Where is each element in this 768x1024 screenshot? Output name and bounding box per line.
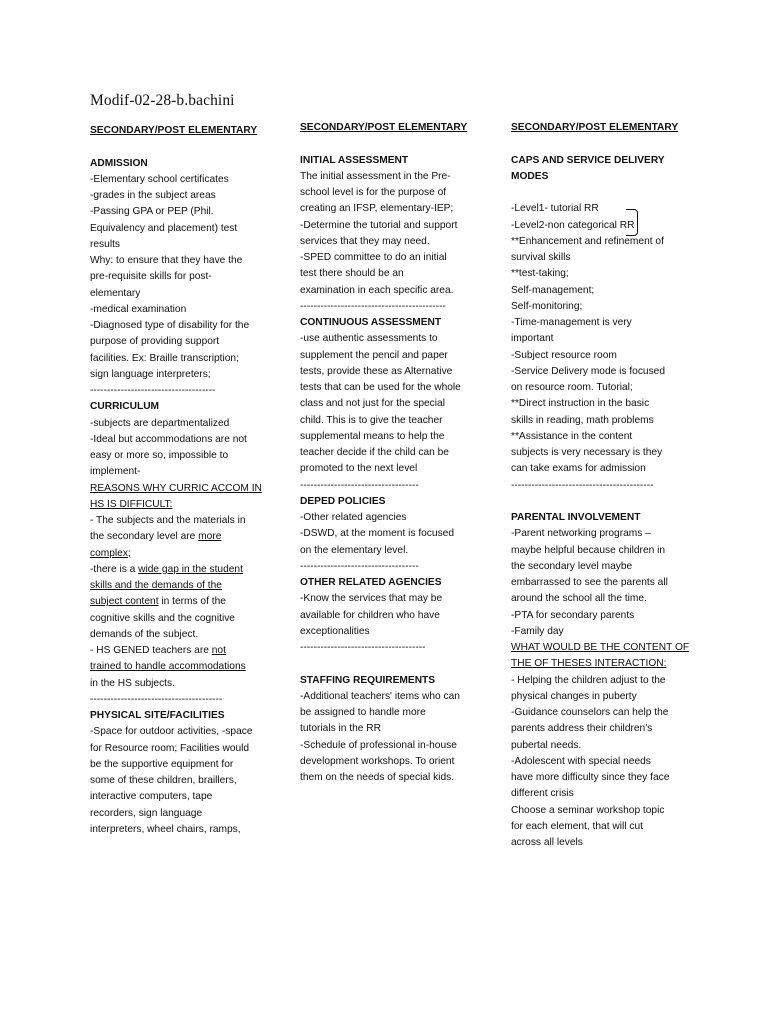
text-line: -use authentic assessments to	[300, 333, 438, 345]
text-line: -Subject resource room	[511, 349, 617, 361]
blank-line	[511, 494, 686, 510]
text-line: -------------------------------------------	[300, 300, 446, 312]
text-line: Self-management;	[511, 284, 595, 296]
text-line: interpreters, wheel chairs, ramps,	[90, 823, 241, 835]
document-title: Modif-02-28-b.bachini	[90, 92, 235, 109]
text-line: supplemental means to help the	[300, 430, 445, 442]
text-line: -Service Delivery mode is focused	[511, 365, 666, 377]
section-heading: CONTINUOUS ASSESSMENT	[300, 317, 442, 328]
text-line: -medical examination	[90, 303, 187, 315]
text-line: -subjects are departmentalized	[90, 417, 230, 429]
text-line: -------------------------------------	[300, 642, 426, 653]
blank-line	[511, 136, 686, 152]
rr-bracket	[626, 209, 638, 236]
text-line: interactive computers, tape	[90, 791, 213, 803]
text-line: -Level1- tutorial RR	[511, 203, 599, 215]
column-right	[511, 120, 690, 851]
text-line: skills in reading, math problems	[511, 414, 654, 426]
text-line: -Additional teachers' items who can	[300, 690, 460, 702]
text-line: facilities. Ex: Braille transcription;	[90, 352, 239, 364]
text-line: elementary	[90, 287, 141, 299]
text-line: - The subjects and the materials in	[90, 515, 246, 526]
text-line: exceptionalities	[300, 625, 370, 637]
text-line: available for children who have	[300, 609, 440, 621]
text-line: around the school all the time.	[511, 593, 647, 605]
text-line: for each element, that will cut	[511, 820, 643, 832]
text-line: -Space for outdoor activities, -space	[90, 726, 253, 738]
section-heading: PARENTAL INVOLVEMENT	[511, 512, 641, 523]
text-line: -Diagnosed type of disability for the	[90, 320, 250, 331]
text-line: development workshops. To orient	[300, 755, 455, 767]
text-line: WHAT WOULD BE THE CONTENT OF	[511, 642, 690, 653]
text-line: HS IS DIFFICULT:	[90, 498, 173, 510]
text-line: skills and the demands of the	[90, 580, 222, 591]
text-line: on the elementary level.	[300, 544, 409, 556]
section-heading: INITIAL ASSESSMENT	[300, 154, 409, 166]
text-line: -there is a wide gap in the student	[90, 563, 243, 575]
text-line: -Time-management is very	[511, 317, 632, 328]
column-left	[90, 123, 262, 838]
text-line: -Adolescent with special needs	[511, 755, 651, 767]
text-line: trained to handle accommodations	[90, 661, 246, 673]
underlined-phrase: subject content	[90, 596, 159, 608]
text-line: -Level2-non categorical RR	[511, 219, 635, 231]
section-heading: SECONDARY/POST ELEMENTARY	[300, 122, 468, 133]
text-line: pre-requisite skills for post-	[90, 271, 212, 283]
text-line: REASONS WHY CURRIC ACCOM IN	[90, 482, 262, 494]
section-heading: SECONDARY/POST ELEMENTARY	[511, 122, 679, 133]
text-line: can take exams for admission	[511, 463, 646, 475]
text-line: -Passing GPA or PEP (Phil.	[90, 206, 214, 218]
text-line: have more difficulty since they face	[511, 772, 670, 783]
section-heading: ADMISSION	[90, 157, 148, 169]
text-line: **Enhancement and refinement of	[511, 235, 664, 247]
text-line: pubertal needs.	[511, 739, 582, 751]
text-line: -Ideal but accommodations are not	[90, 433, 247, 445]
text-line: tests that can be used for the whole	[300, 382, 461, 393]
text-line: supplement the pencil and paper	[300, 349, 448, 361]
section-heading: OTHER RELATED AGENCIES	[300, 577, 442, 588]
text-line: - HS GENED teachers are not	[90, 645, 226, 656]
text-line: school level is for the purpose of	[300, 187, 447, 198]
text-line: creating an IFSP, elementary-IEP;	[300, 203, 454, 215]
blank-line	[300, 136, 470, 152]
blank-line	[511, 185, 686, 201]
text-line: Why: to ensure that they have the	[90, 255, 243, 266]
text-line: maybe helpful because children in	[511, 544, 666, 556]
text-line: sign language interpreters;	[90, 368, 211, 380]
text-line: physical changes in puberty	[511, 690, 637, 702]
section-heading: PHYSICAL SITE/FACILITIES	[90, 710, 225, 721]
text-line: across all levels	[511, 837, 583, 848]
text-line: Self-monitoring;	[511, 300, 583, 312]
text-line: -Family day	[511, 625, 564, 637]
text-line: -Determine the tutorial and support	[300, 219, 458, 231]
section-heading: STAFFING REQUIREMENTS	[300, 674, 436, 686]
text-line: **Direct instruction in the basic	[511, 398, 650, 410]
text-line: survival skills	[511, 252, 571, 263]
text-line: child. This is to give the teacher	[300, 414, 443, 426]
text-line: -SPED committee to do an initial	[300, 252, 447, 263]
text-line: promoted to the next level	[300, 463, 418, 475]
text-line: -Schedule of professional in-house	[300, 739, 457, 751]
text-line: -Parent networking programs –	[511, 528, 651, 540]
blank-line	[300, 656, 470, 672]
text-line: easy or more so, impossible to	[90, 450, 229, 461]
text-line: be the supportive equipment for	[90, 758, 234, 770]
text-line: demands of the subject.	[90, 628, 199, 640]
text-line: embarrassed to see the parents all	[511, 577, 668, 588]
text-line: THE OF THESES INTERACTION:	[511, 658, 667, 670]
text-line: them on the needs of special kids.	[300, 772, 455, 783]
underlined-phrase: more	[198, 531, 222, 543]
text-line: class and not just for the special	[300, 398, 445, 410]
text-line: Equivalency and placement) test	[90, 222, 238, 234]
text-line: ------------------------------------------	[511, 479, 654, 491]
text-line: complex;	[90, 547, 131, 559]
text-line: implement-	[90, 466, 141, 478]
text-line: subjects is very necessary is they	[511, 447, 663, 458]
text-line: - Helping the children adjust to the	[511, 674, 666, 686]
text-line: tutorials in the RR	[300, 723, 381, 735]
text-line: in the HS subjects.	[90, 677, 175, 689]
text-line: The initial assessment in the Pre-	[300, 170, 451, 182]
text-line: some of these children, braillers,	[90, 775, 237, 786]
section-heading: MODES	[511, 170, 549, 182]
text-line: purpose of providing support	[90, 336, 220, 348]
text-line: recorders, sign language	[90, 807, 203, 819]
text-line: -grades in the subject areas	[90, 190, 216, 201]
text-line: be assigned to handle more	[300, 707, 426, 718]
section-heading: DEPED POLICIES	[300, 495, 386, 507]
section-heading: CURRICULUM	[90, 401, 160, 413]
text-line: examination in each specific area.	[300, 284, 454, 296]
text-line: **test-taking;	[511, 268, 569, 280]
text-line: the secondary level are more	[90, 531, 222, 543]
underlined-phrase: wide gap in the student	[138, 563, 243, 575]
section-heading: SECONDARY/POST ELEMENTARY	[90, 125, 258, 136]
text-line: different crisis	[511, 788, 574, 800]
text-line: parents address their children's	[511, 723, 653, 735]
text-line: -Other related agencies	[300, 512, 407, 523]
section-heading: CAPS AND SERVICE DELIVERY	[511, 154, 665, 166]
text-line: on resource room. Tutorial;	[511, 382, 633, 393]
text-line: results	[90, 238, 121, 250]
text-line: -Guidance counselors can help the	[511, 707, 669, 718]
text-line: for Resource room; Facilities would	[90, 742, 250, 754]
column-middle	[300, 120, 470, 786]
text-line: teacher decide if the child can be	[300, 447, 449, 458]
text-line: **Assistance in the content	[511, 430, 633, 442]
blank-line	[90, 139, 262, 155]
text-line: ---------------------------------------	[90, 693, 223, 705]
text-line: -------------------------------------	[90, 385, 216, 396]
text-line: subject content in terms of the	[90, 596, 226, 608]
text-line: -PTA for secondary parents	[511, 609, 635, 621]
text-line: -----------------------------------	[300, 560, 419, 572]
text-line: -Elementary school certificates	[90, 173, 229, 185]
text-line: the secondary level maybe	[511, 560, 633, 572]
text-line: -----------------------------------	[300, 479, 419, 491]
text-line: important	[511, 333, 554, 345]
text-line: -DSWD, at the moment is focused	[300, 528, 454, 540]
text-line: -Know the services that may be	[300, 593, 443, 605]
underlined-phrase: not	[211, 645, 226, 656]
text-line: services that they may need.	[300, 235, 430, 247]
text-line: test there should be an	[300, 268, 404, 280]
text-line: Choose a seminar workshop topic	[511, 804, 665, 816]
text-line: cognitive skills and the cognitive	[90, 612, 235, 624]
text-line: tests, provide these as Alternative	[300, 365, 453, 377]
